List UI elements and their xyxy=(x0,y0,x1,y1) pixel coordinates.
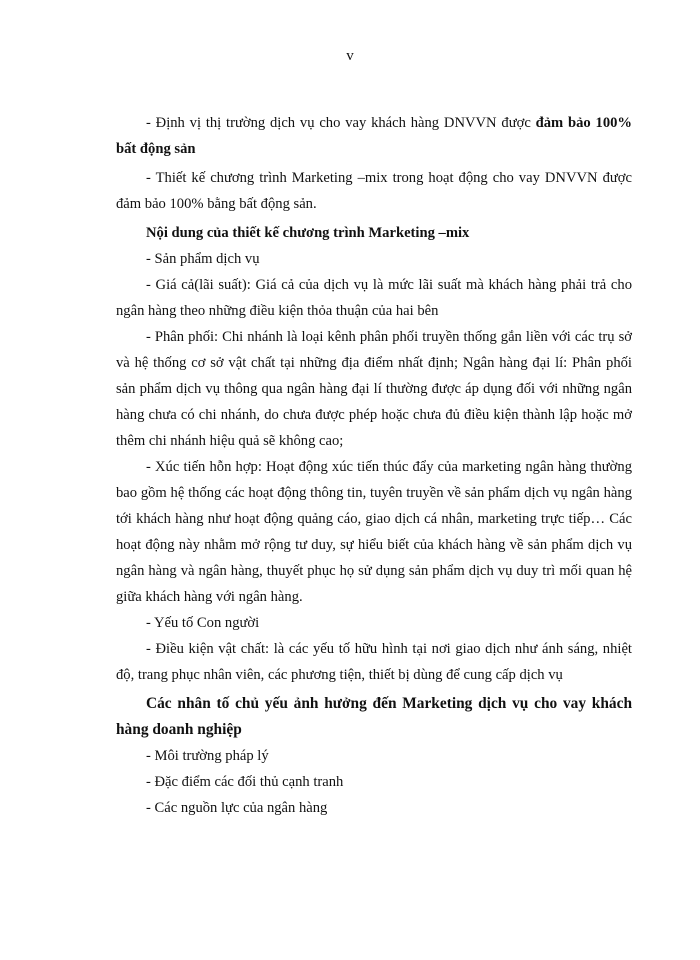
list-item-legal-environment: - Môi trường pháp lý xyxy=(146,748,269,764)
page-number: v xyxy=(346,48,354,64)
list-item-promotion: - Xúc tiến hỗn hợp: Hoạt động xúc tiến thúc đẩy của marketing ngân hàng thường bao gồm hệ thống các hoạt động thông tin, tuyên truyền về sản phẩm dịch vụ ngân hàng tới khách hàng như hoạt động quảng cáo, giao dịch cá nhân, marketing trực tiếp… Các hoạt động này nhằm mở rộng tư duy, sự hiểu biết của khách hàng về sản phẩm dịch vụ ngân hàng và ngân hàng, thuyết phục họ sử dụng sản phẩm dịch vụ duy trì mối quan hệ giữa khách hàng với ngân hàng. xyxy=(116,459,632,605)
list-item-price: - Giá cả(lãi suất): Giá cả của dịch vụ là mức lãi suất mà khách hàng phải trả cho ngân hàng theo những điều kiện thỏa thuận của hai bên xyxy=(116,277,632,319)
paragraph-text: - Định vị thị trường dịch vụ cho vay khách hàng DNVVN được xyxy=(146,115,536,131)
list-item-people: - Yếu tố Con người xyxy=(146,615,260,631)
list-item-bank-resources: - Các nguồn lực của ngân hàng xyxy=(146,800,328,816)
paragraph-bold-text: đảm bảo 100% bất động sản xyxy=(116,115,633,157)
section-heading-marketing-mix-content: Nội dung của thiết kế chương trình Marketing –mix xyxy=(146,225,470,241)
list-item-product: - Sản phẩm dịch vụ xyxy=(146,251,260,267)
paragraph-marketing-mix-design: - Thiết kế chương trình Marketing –mix trong hoạt động cho vay DNVVN được đảm bảo 100% bằng bất động sản. xyxy=(116,170,632,212)
section-heading-influencing-factors: Các nhân tố chủ yếu ảnh hưởng đến Marketing dịch vụ cho vay khách hàng doanh nghiệp xyxy=(116,695,632,738)
document-body xyxy=(116,110,632,821)
list-item-competitors: - Đặc điểm các đối thủ cạnh tranh xyxy=(146,774,344,790)
paragraph-positioning xyxy=(116,110,632,162)
list-item-distribution: - Phân phối: Chi nhánh là loại kênh phân phối truyền thống gắn liền với các trụ sở và hệ thống cơ sở vật chất tại những địa điểm nhất định; Ngân hàng đại lí: Phân phối sản phẩm dịch vụ thông qua ngân hàng đại lí thường được áp dụng đối với những ngân hàng chưa có chi nhánh, do chưa được phép hoặc chưa đủ điều kiện thành lập hoặc mở thêm chi nhánh hiệu quả sẽ không cao; xyxy=(116,329,632,449)
list-item-physical-evidence: - Điều kiện vật chất: là các yếu tố hữu hình tại nơi giao dịch như ánh sáng, nhiệt độ, trang phục nhân viên, các phương tiện, thiết bị dùng để cung cấp dịch vụ xyxy=(116,641,632,683)
